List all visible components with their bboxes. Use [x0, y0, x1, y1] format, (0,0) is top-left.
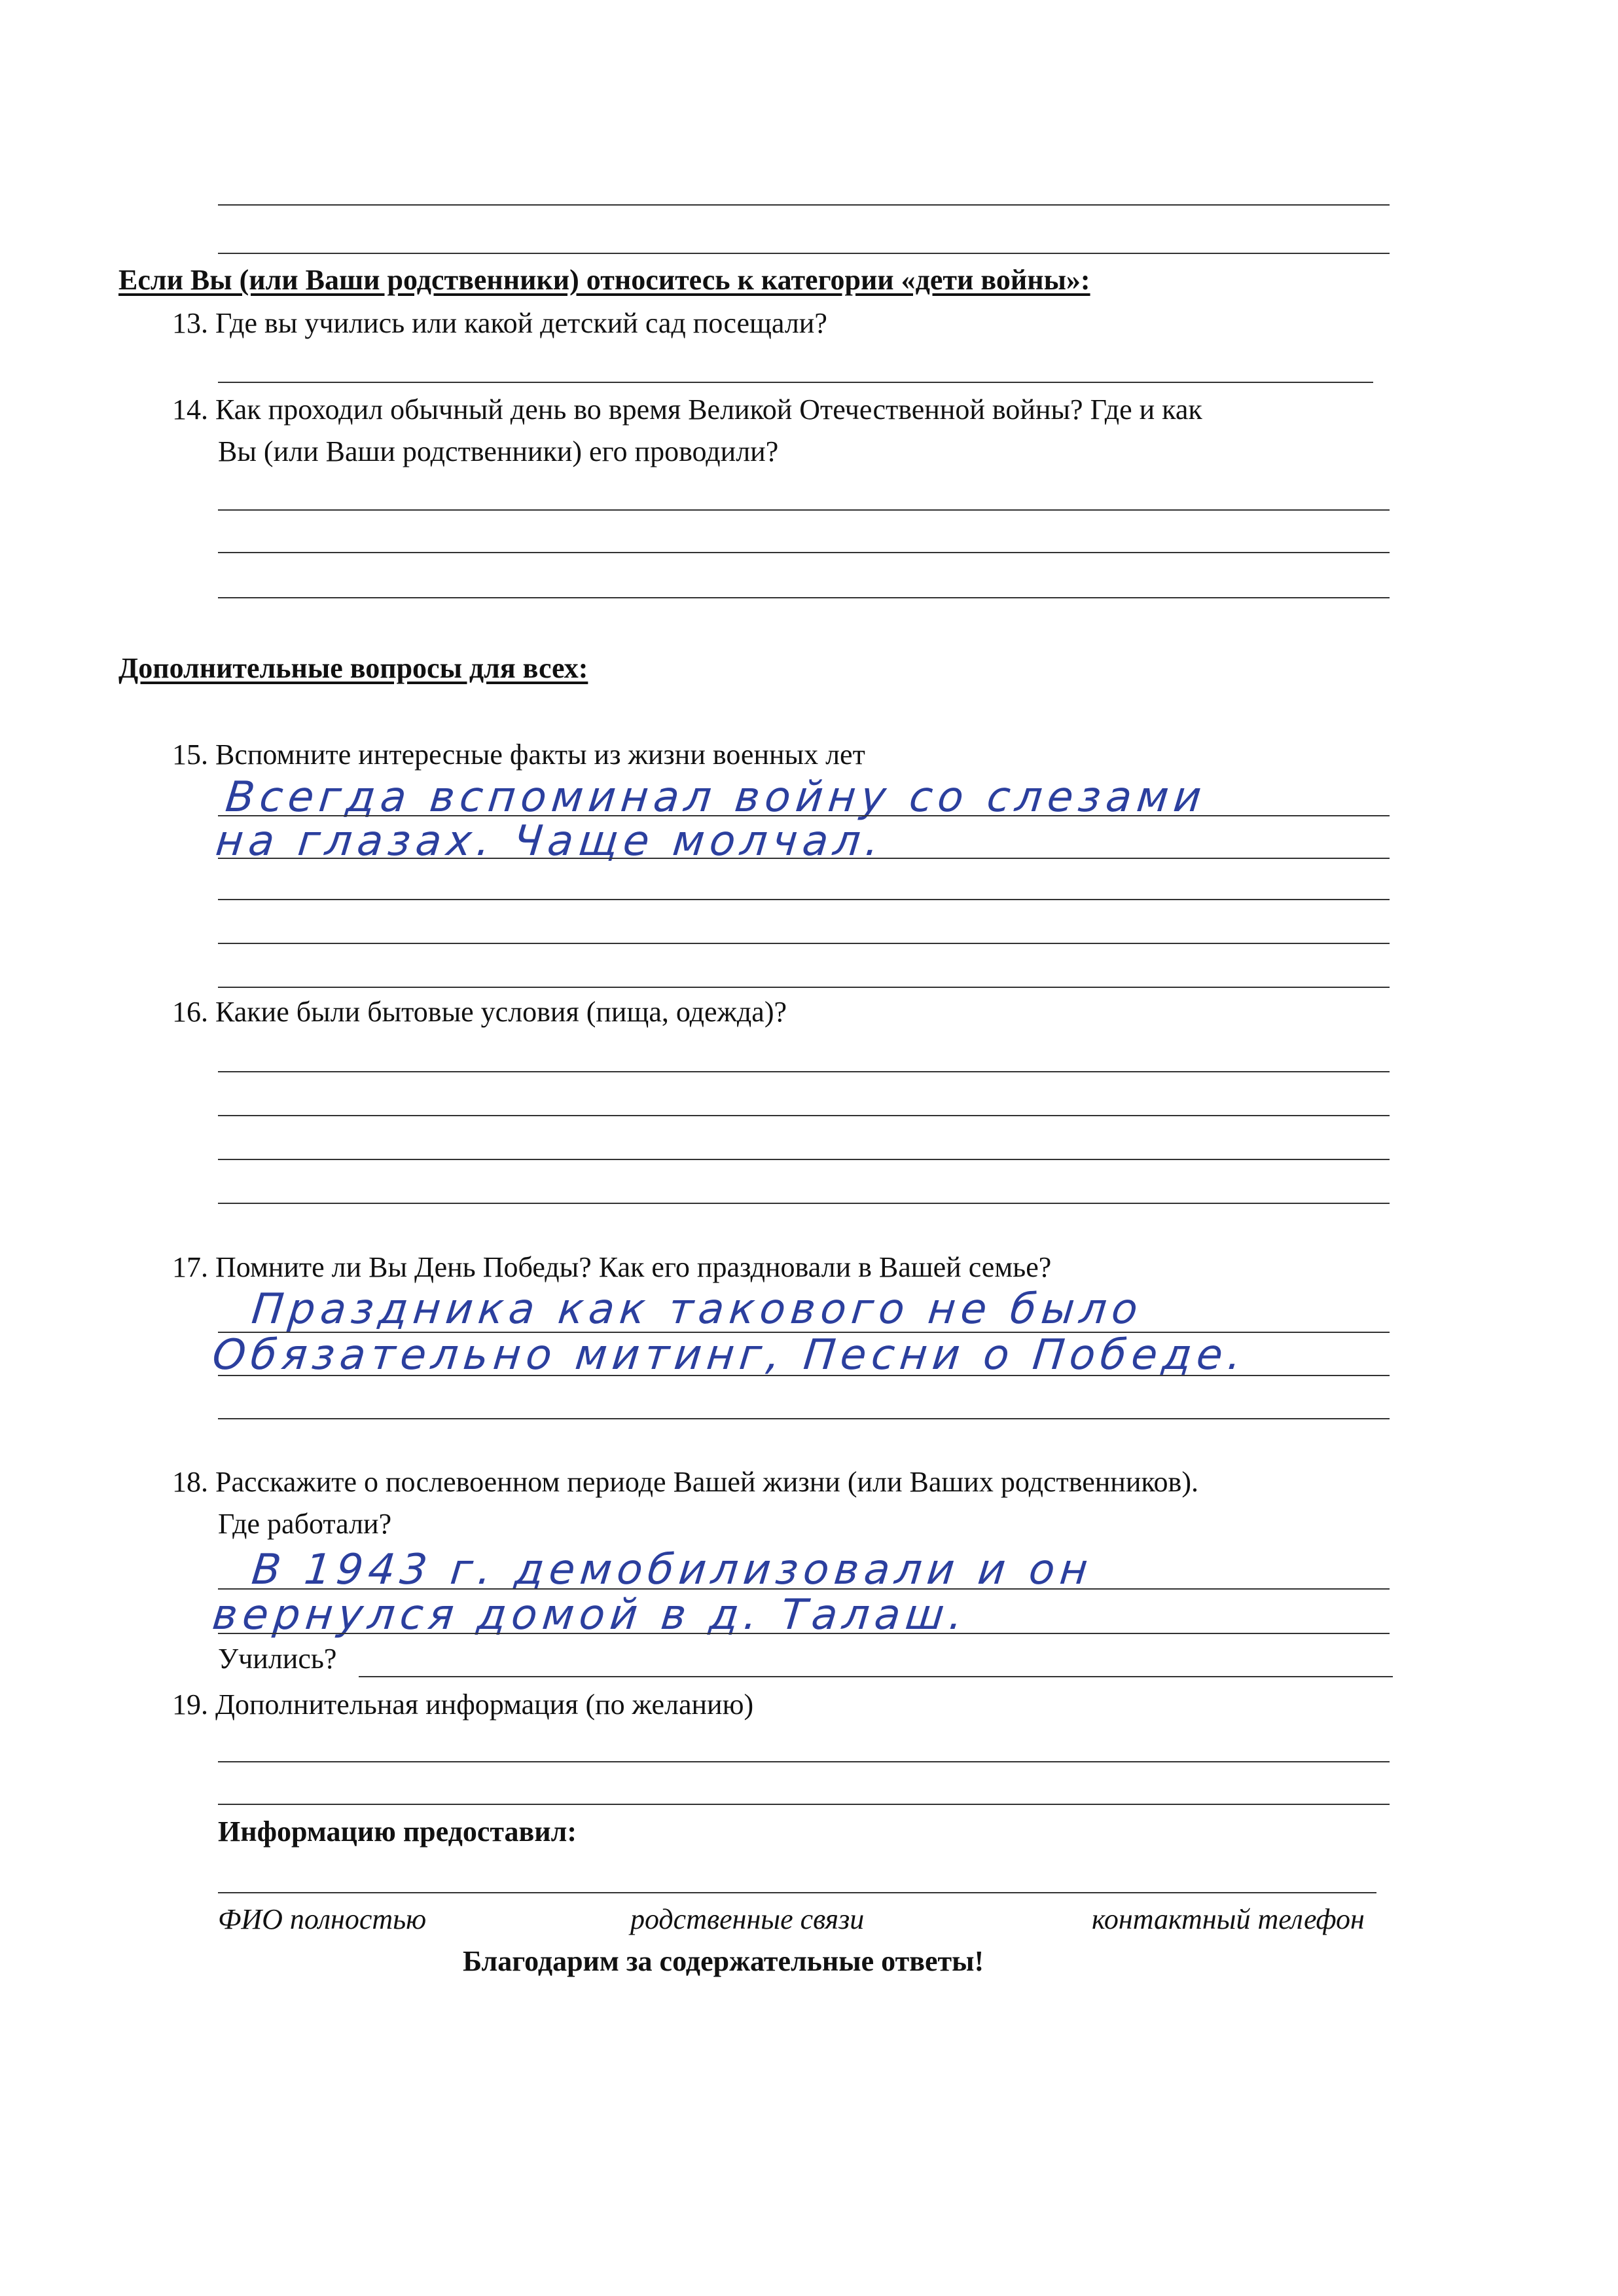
- caption-phone: контактный телефон: [1092, 1903, 1365, 1935]
- info-provided-label: Информацию предоставил:: [218, 1815, 577, 1848]
- question-14: [172, 393, 1202, 427]
- answer-line: [218, 382, 1373, 383]
- question-18-line2: Где работали?: [218, 1508, 392, 1540]
- handwritten-answer-17-line2: Обязательно митинг, Песни о Победе.: [210, 1331, 1249, 1379]
- answer-line: [218, 509, 1390, 511]
- answer-line: [218, 1633, 1390, 1634]
- question-14-line2: Вы (или Ваши родственники) его проводили?: [218, 435, 779, 467]
- caption-full-name: ФИО полностью: [218, 1903, 427, 1935]
- handwritten-answer-18-line2: вернулся домой в д. Талаш.: [210, 1591, 971, 1639]
- answer-line: [218, 1203, 1390, 1204]
- answer-line: [218, 253, 1390, 254]
- answer-line: [218, 987, 1390, 988]
- handwritten-answer-18-line1: В 1943 г. демобилизовали и он: [249, 1546, 1096, 1594]
- question-19: [172, 1688, 753, 1722]
- section-heading-children: Если Вы (или Ваши родственники) относитесь к категории «дети войны»:: [118, 264, 1090, 296]
- answer-line: [218, 815, 1390, 816]
- thanks-message: Благодарим за содержательные ответы!: [463, 1945, 984, 1977]
- question-text: Где вы учились или какой детский сад посещали?: [215, 307, 827, 339]
- question-15: [172, 738, 865, 772]
- answer-line: [218, 597, 1390, 598]
- question-number: 18.: [172, 1466, 208, 1498]
- handwritten-answer-17-line1: Праздника как такового не было: [249, 1285, 1145, 1334]
- answer-line: [218, 1159, 1390, 1160]
- answer-line: [218, 204, 1390, 206]
- question-text: Вспомните интересные факты из жизни военных лет: [215, 738, 865, 771]
- question-18: [172, 1465, 1198, 1499]
- answer-line: [218, 858, 1390, 859]
- question-number: 19.: [172, 1688, 208, 1721]
- answer-line: [218, 899, 1390, 900]
- question-number: 14.: [172, 393, 208, 426]
- question-text: Расскажите о послевоенном периоде Вашей жизни (или Ваших родственников).: [215, 1466, 1198, 1498]
- answer-line: [218, 1375, 1390, 1376]
- answer-line: [218, 1761, 1390, 1762]
- section-heading-all: Дополнительные вопросы для всех:: [118, 652, 588, 684]
- signature-line: [218, 1892, 1376, 1893]
- question-16: [172, 995, 787, 1029]
- question-number: 17.: [172, 1251, 208, 1283]
- answer-line: [218, 1071, 1390, 1072]
- question-text: Как проходил обычный день во время Великой Отечественной войны? Где и как: [215, 393, 1202, 426]
- question-13: [172, 306, 827, 340]
- answer-line: [359, 1676, 1393, 1677]
- answer-line: [218, 552, 1390, 553]
- answer-line: [218, 1115, 1390, 1116]
- answer-line: [218, 943, 1390, 944]
- question-17: [172, 1250, 1051, 1285]
- question-number: 15.: [172, 738, 208, 771]
- question-number: 13.: [172, 307, 208, 339]
- question-number: 16.: [172, 996, 208, 1028]
- answer-line: [218, 1418, 1390, 1419]
- handwritten-answer-15-line2: на глазах. Чаще молчал.: [213, 817, 887, 866]
- question-text: Дополнительная информация (по желанию): [215, 1688, 754, 1721]
- caption-relation: родственные связи: [630, 1903, 865, 1935]
- handwritten-answer-15-line1: Всегда вспоминал войну со слезами: [223, 773, 1209, 822]
- answer-line: [218, 1588, 1390, 1590]
- question-text: Какие были бытовые условия (пища, одежда)?: [215, 996, 787, 1028]
- studied-label: Учились?: [218, 1643, 337, 1675]
- answer-line: [218, 1804, 1390, 1805]
- question-text: Помните ли Вы День Победы? Как его праздновали в Вашей семье?: [215, 1251, 1052, 1283]
